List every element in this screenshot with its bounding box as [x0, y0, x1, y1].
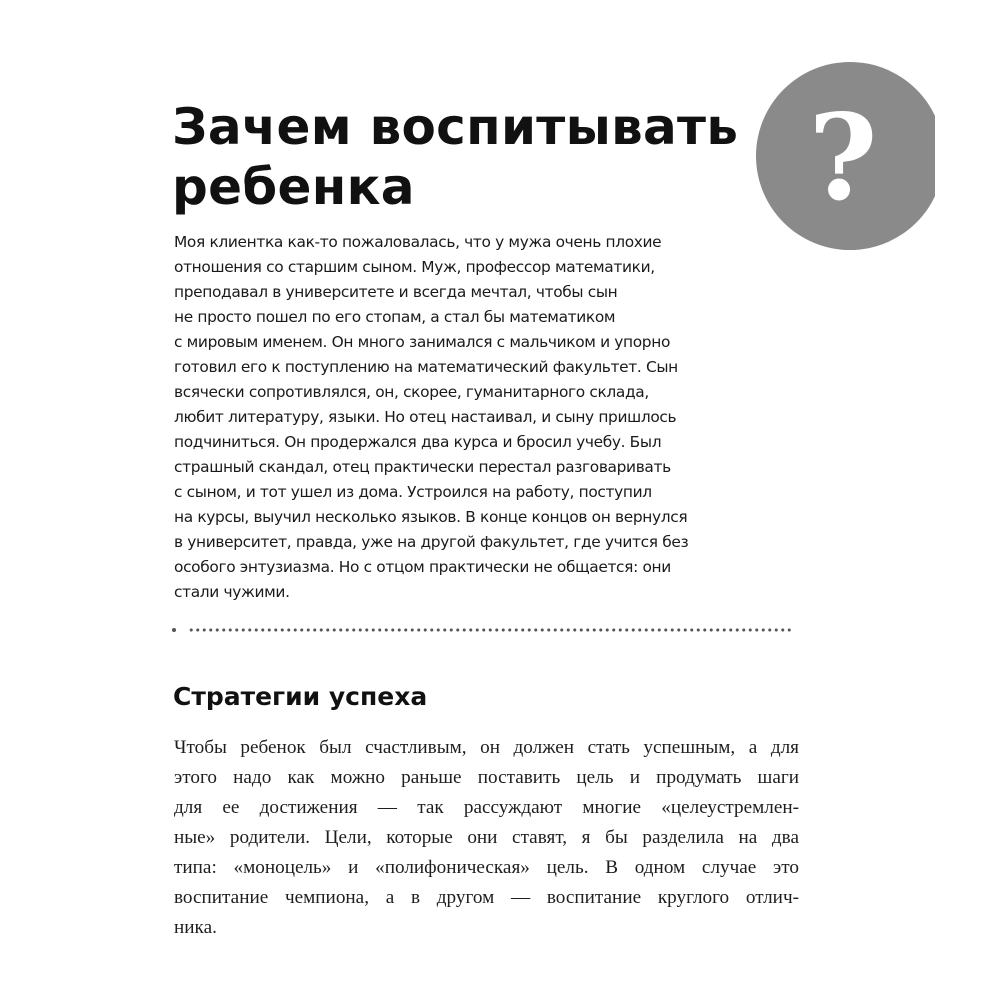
- question-badge: [756, 62, 935, 250]
- intro-line: с сыном, и тот ушел из дома. Устроился на работу, поступил: [174, 483, 652, 501]
- page-title: [172, 97, 752, 217]
- intro-line: страшный скандал, отец практически перестал разговаривать: [174, 458, 671, 476]
- section-line: для ее достижения — так рассуждают многие «целеустремлен-: [174, 797, 799, 818]
- page-title-line-2: ребенка: [172, 158, 415, 216]
- divider-dots: [188, 628, 794, 632]
- intro-line: Моя клиентка как-то пожаловалась, что у мужа очень плохие: [174, 233, 662, 251]
- question-mark-icon: ?: [808, 88, 878, 227]
- intro-line: любит литературу, языки. Но отец настаивал, и сыну пришлось: [174, 408, 677, 426]
- intro-line: стали чужими.: [174, 583, 290, 601]
- section-line: Чтобы ребенок был счастливым, он должен стать успешным, а для: [174, 737, 799, 758]
- dotted-divider: [172, 628, 794, 632]
- intro-line: на курсы, выучил несколько языков. В конце концов он вернулся: [174, 508, 688, 526]
- intro-line: готовил его к поступлению на математический факультет. Сын: [174, 358, 678, 376]
- intro-line: преподавал в университете и всегда мечтал, чтобы сын: [174, 283, 618, 301]
- intro-line: подчиниться. Он продержался два курса и бросил учебу. Был: [174, 433, 662, 451]
- section-heading: Стратегии успеха: [173, 682, 428, 711]
- section-line: воспитание чемпиона, а в другом — воспитание круглого отлич-: [174, 887, 799, 908]
- section-line: этого надо как можно раньше поставить цель и продумать шаги: [174, 767, 799, 788]
- intro-line: отношения со старшим сыном. Муж, профессор математики,: [174, 258, 655, 276]
- intro-line: особого энтузиазма. Но с отцом практически не общается: они: [174, 558, 671, 576]
- intro-line: не просто пошел по его стопам, а стал бы математиком: [174, 308, 616, 326]
- intro-line: в университет, правда, уже на другой факультет, где учится без: [174, 533, 689, 551]
- section-line: типа: «моноцель» и «полифоническая» цель. В одном случае это: [174, 857, 799, 878]
- section-line: ника.: [174, 917, 217, 938]
- section-line: ные» родители. Цели, которые они ставят, я бы разделила на два: [174, 827, 799, 848]
- intro-line: с мировым именем. Он много занимался с мальчиком и упорно: [174, 333, 671, 351]
- intro-paragraph: [174, 230, 814, 605]
- intro-line: всячески сопротивлялся, он, скорее, гуманитарного склада,: [174, 383, 649, 401]
- divider-lead-dot: [172, 628, 176, 632]
- page-title-line-1: Зачем воспитывать: [172, 98, 739, 156]
- section-paragraph: [174, 733, 799, 943]
